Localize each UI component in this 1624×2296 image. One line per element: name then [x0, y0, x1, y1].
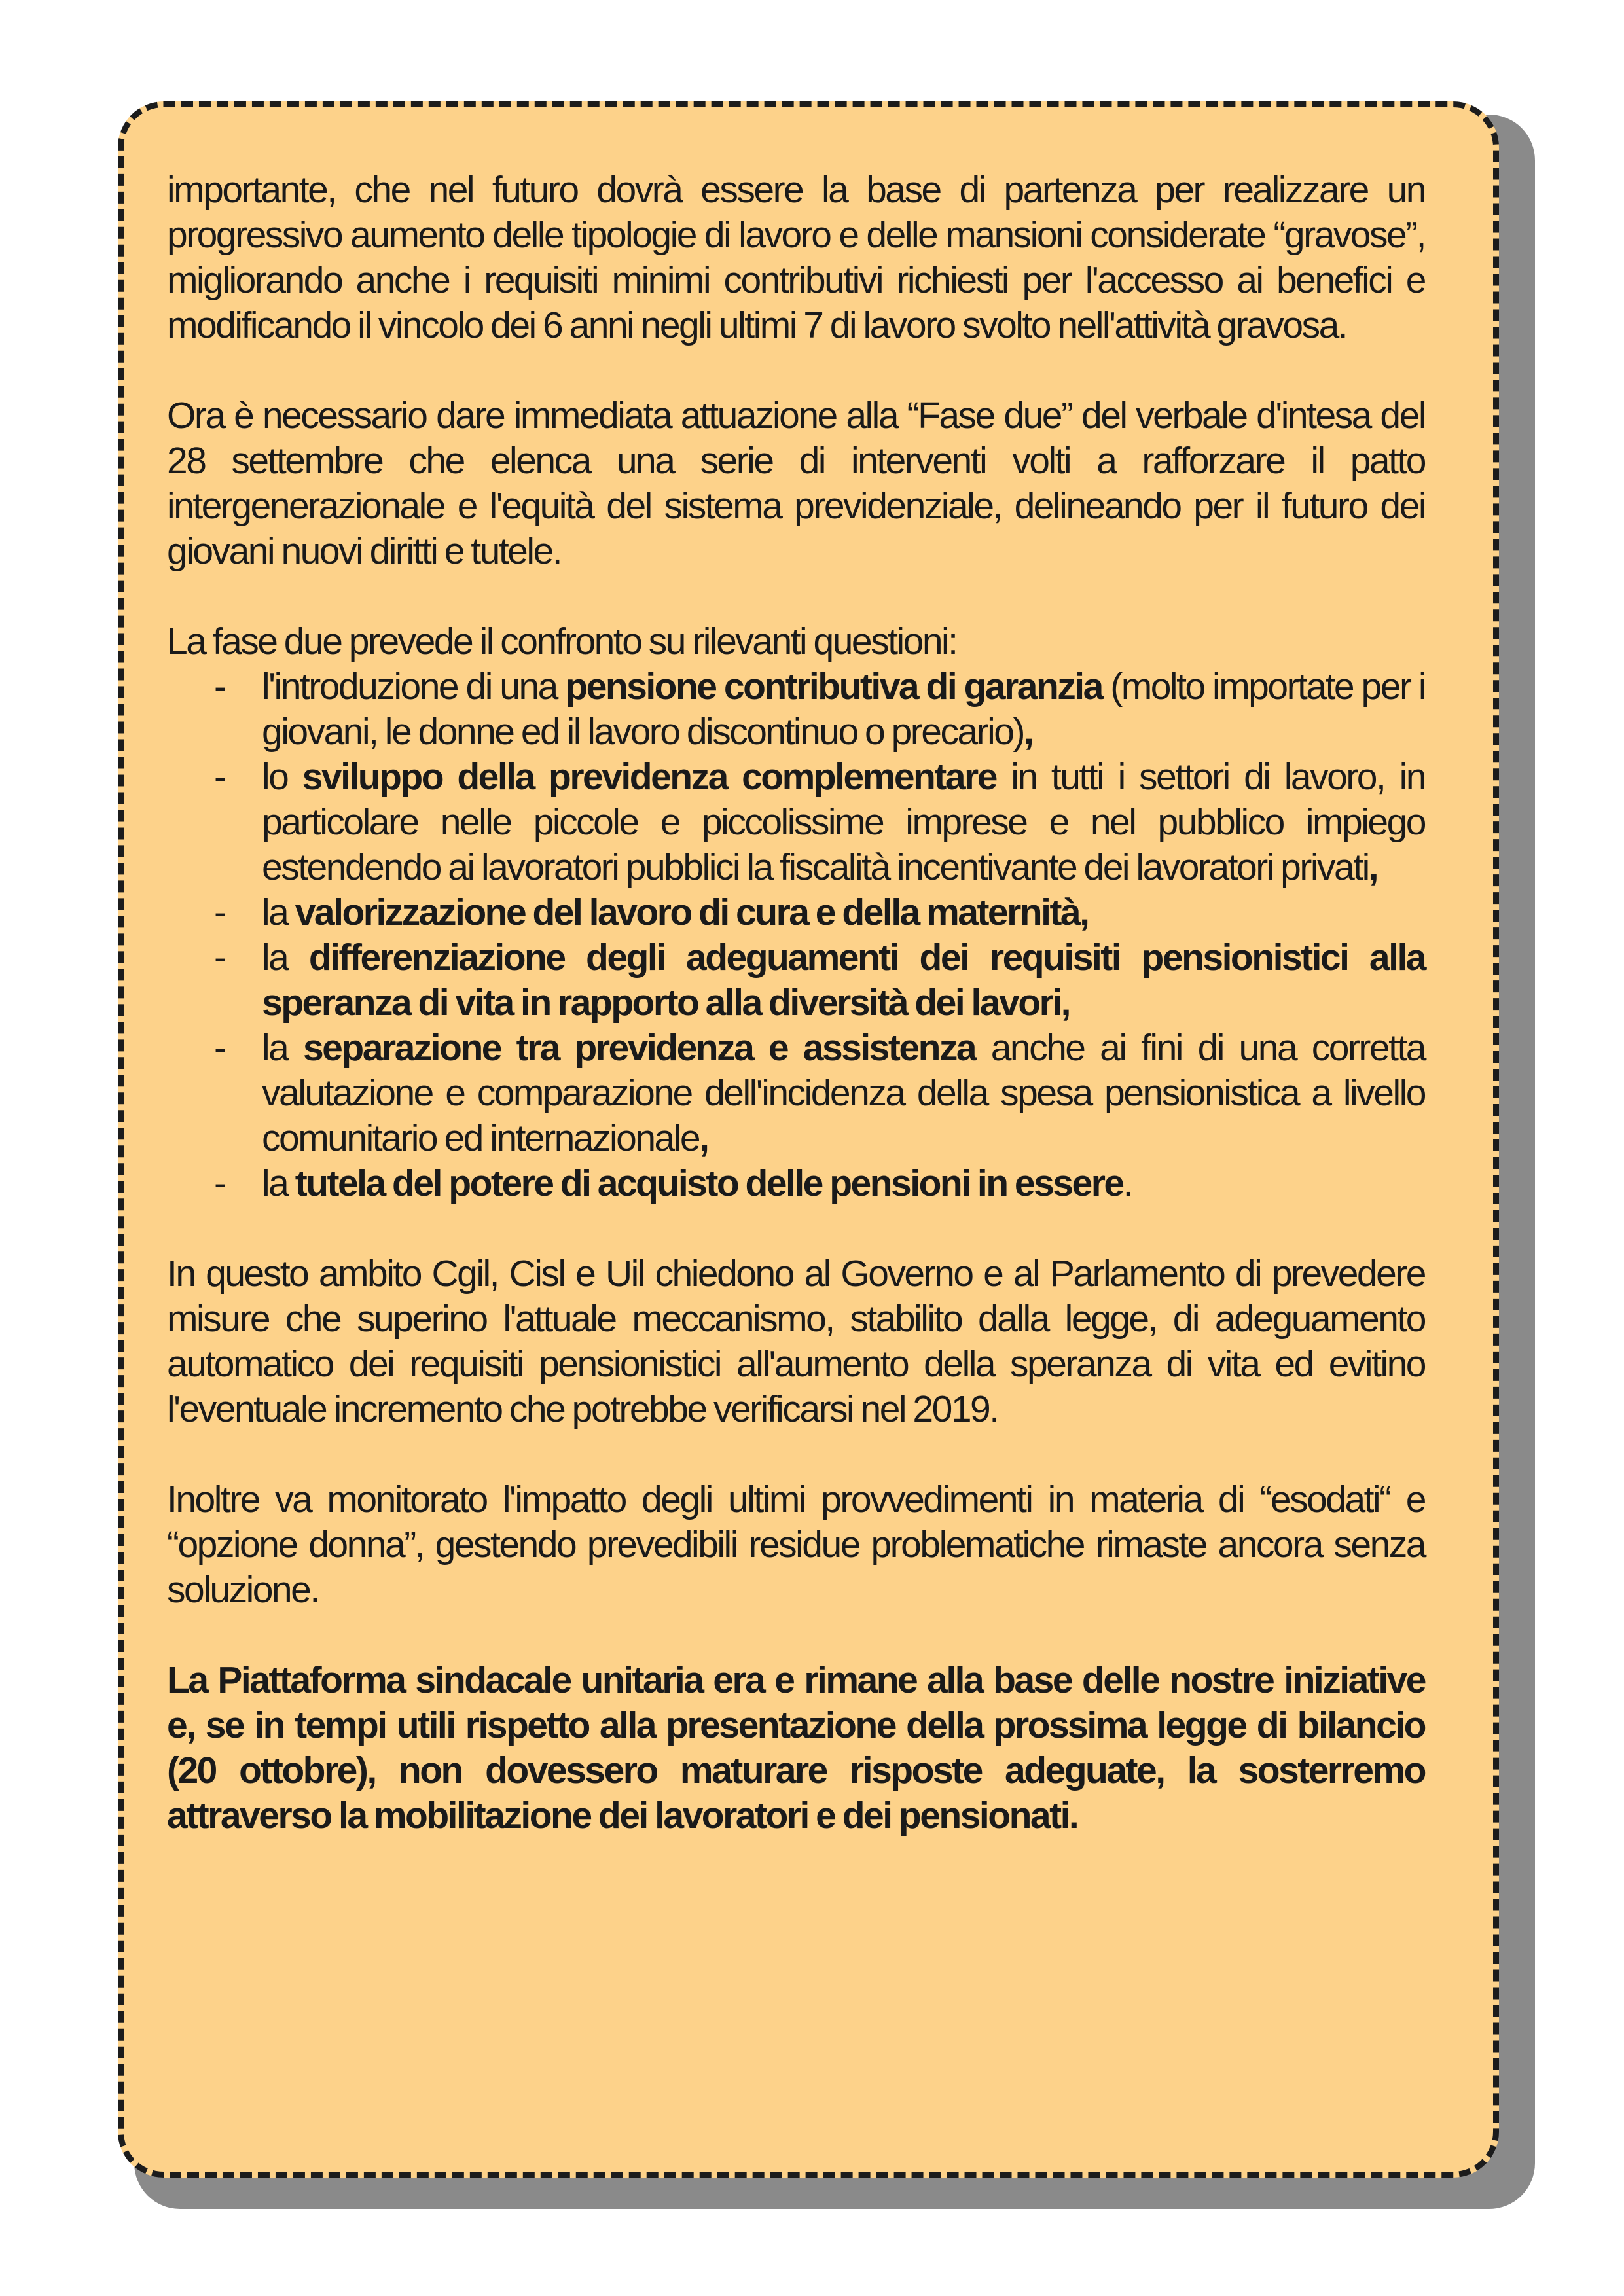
- list-dash: -: [214, 756, 225, 798]
- list-item-bold: tutela del potere di acquisto delle pensioni in essere: [295, 1162, 1123, 1204]
- list-item: [167, 1161, 1425, 1206]
- list-item-text: (molto importate per i giovani, le donne ed il lavoro discontinuo o precario): [262, 666, 1425, 753]
- list-item-text: la: [262, 891, 295, 933]
- paragraph-list-intro: La fase due prevede il confronto su rilevanti questioni:: [167, 620, 957, 662]
- list-item-end: ,: [1023, 711, 1033, 753]
- list-item: [167, 1026, 1425, 1161]
- document-panel: [118, 101, 1499, 2178]
- questions-list: [167, 664, 1425, 1206]
- list-item-bold: separazione tra previdenza e assistenza: [302, 1027, 976, 1069]
- list-item-text: in tutti i settori di lavoro, in particolare nelle piccole e piccolissime imprese e nel pubblico impiego estendendo ai lavoratori pubblici la fiscalità incentivante dei lavoratori privati: [262, 756, 1425, 888]
- list-item-text: l'introduzione di una: [262, 666, 566, 708]
- list-dash: -: [214, 1162, 225, 1204]
- list-item: [167, 935, 1425, 1026]
- list-item: [167, 890, 1425, 935]
- list-item-bold: sviluppo della previdenza complementare: [302, 756, 996, 798]
- list-item: [167, 664, 1425, 755]
- paragraph-fase-due: Ora è necessario dare immediata attuazione alla “Fase due” del verbale d'intesa del 28 settembre che elenca una serie di interventi volti a rafforzare il patto intergenerazionale e l'equità del sistema previdenziale, delineando per il futuro dei giovani nuovi diritti e tutele.: [167, 395, 1425, 572]
- list-item-bold: differenziazione degli adeguamenti dei requisiti pensionistici alla speranza di vita in rapporto alla diversità dei lavori,: [262, 937, 1426, 1024]
- list-dash: -: [214, 1027, 225, 1069]
- list-item-end: ,: [1368, 846, 1378, 888]
- paragraph-gravose: importante, che nel futuro dovrà essere la base di partenza per realizzare un progressivo aumento delle tipologie di lavoro e delle mansioni considerate “gravose”, migliorando anche i requisiti minimi contributivi richiesti per l'accesso ai benefici e modificando il vincolo dei 6 anni negli ultimi 7 di lavoro svolto nell'attività gravosa.: [167, 169, 1425, 346]
- paragraph-piattaforma: La Piattaforma sindacale unitaria era e rimane alla base delle nostre iniziative e, se in tempi utili rispetto alla presentazione della prossima legge di bilancio (20 ottobre), non dovessero maturare risposte adeguate, la sosterremo attraverso la mobilitazione dei lavoratori e dei pensionati.: [167, 1659, 1425, 1837]
- list-item-text: lo: [262, 756, 302, 798]
- list-item-text: la: [262, 1027, 303, 1069]
- list-dash: -: [214, 891, 225, 933]
- list-dash: -: [214, 666, 225, 708]
- list-dash: -: [214, 937, 225, 978]
- list-item-text: la: [262, 937, 309, 978]
- list-item-text: .: [1123, 1162, 1132, 1204]
- list-item-text: anche ai fini di una corretta valutazione e comparazione dell'incidenza della spesa pensionistica a livello comunitario ed internazionale: [262, 1027, 1425, 1159]
- paragraph-esodati: Inoltre va monitorato l'impatto degli ultimi provvedimenti in materia di “esodati“ e “opzione donna”, gestendo prevedibili residue problematiche rimaste ancora senza soluzione.: [167, 1479, 1425, 1611]
- list-item: [167, 755, 1425, 890]
- list-item-bold: pensione contributiva di garanzia: [565, 666, 1102, 708]
- list-item-end: ,: [699, 1117, 708, 1159]
- paragraph-speranza-di-vita: In questo ambito Cgil, Cisl e Uil chiedono al Governo e al Parlamento di prevedere misure che superino l'attuale meccanismo, stabilito dalla legge, di adeguamento automatico dei requisiti pensionistici all'aumento della speranza di vita ed evitino l'eventuale incremento che potrebbe verificarsi nel 2019.: [167, 1253, 1425, 1430]
- list-item-bold: valorizzazione del lavoro di cura e della maternità,: [295, 891, 1089, 933]
- list-item-text: la: [262, 1162, 295, 1204]
